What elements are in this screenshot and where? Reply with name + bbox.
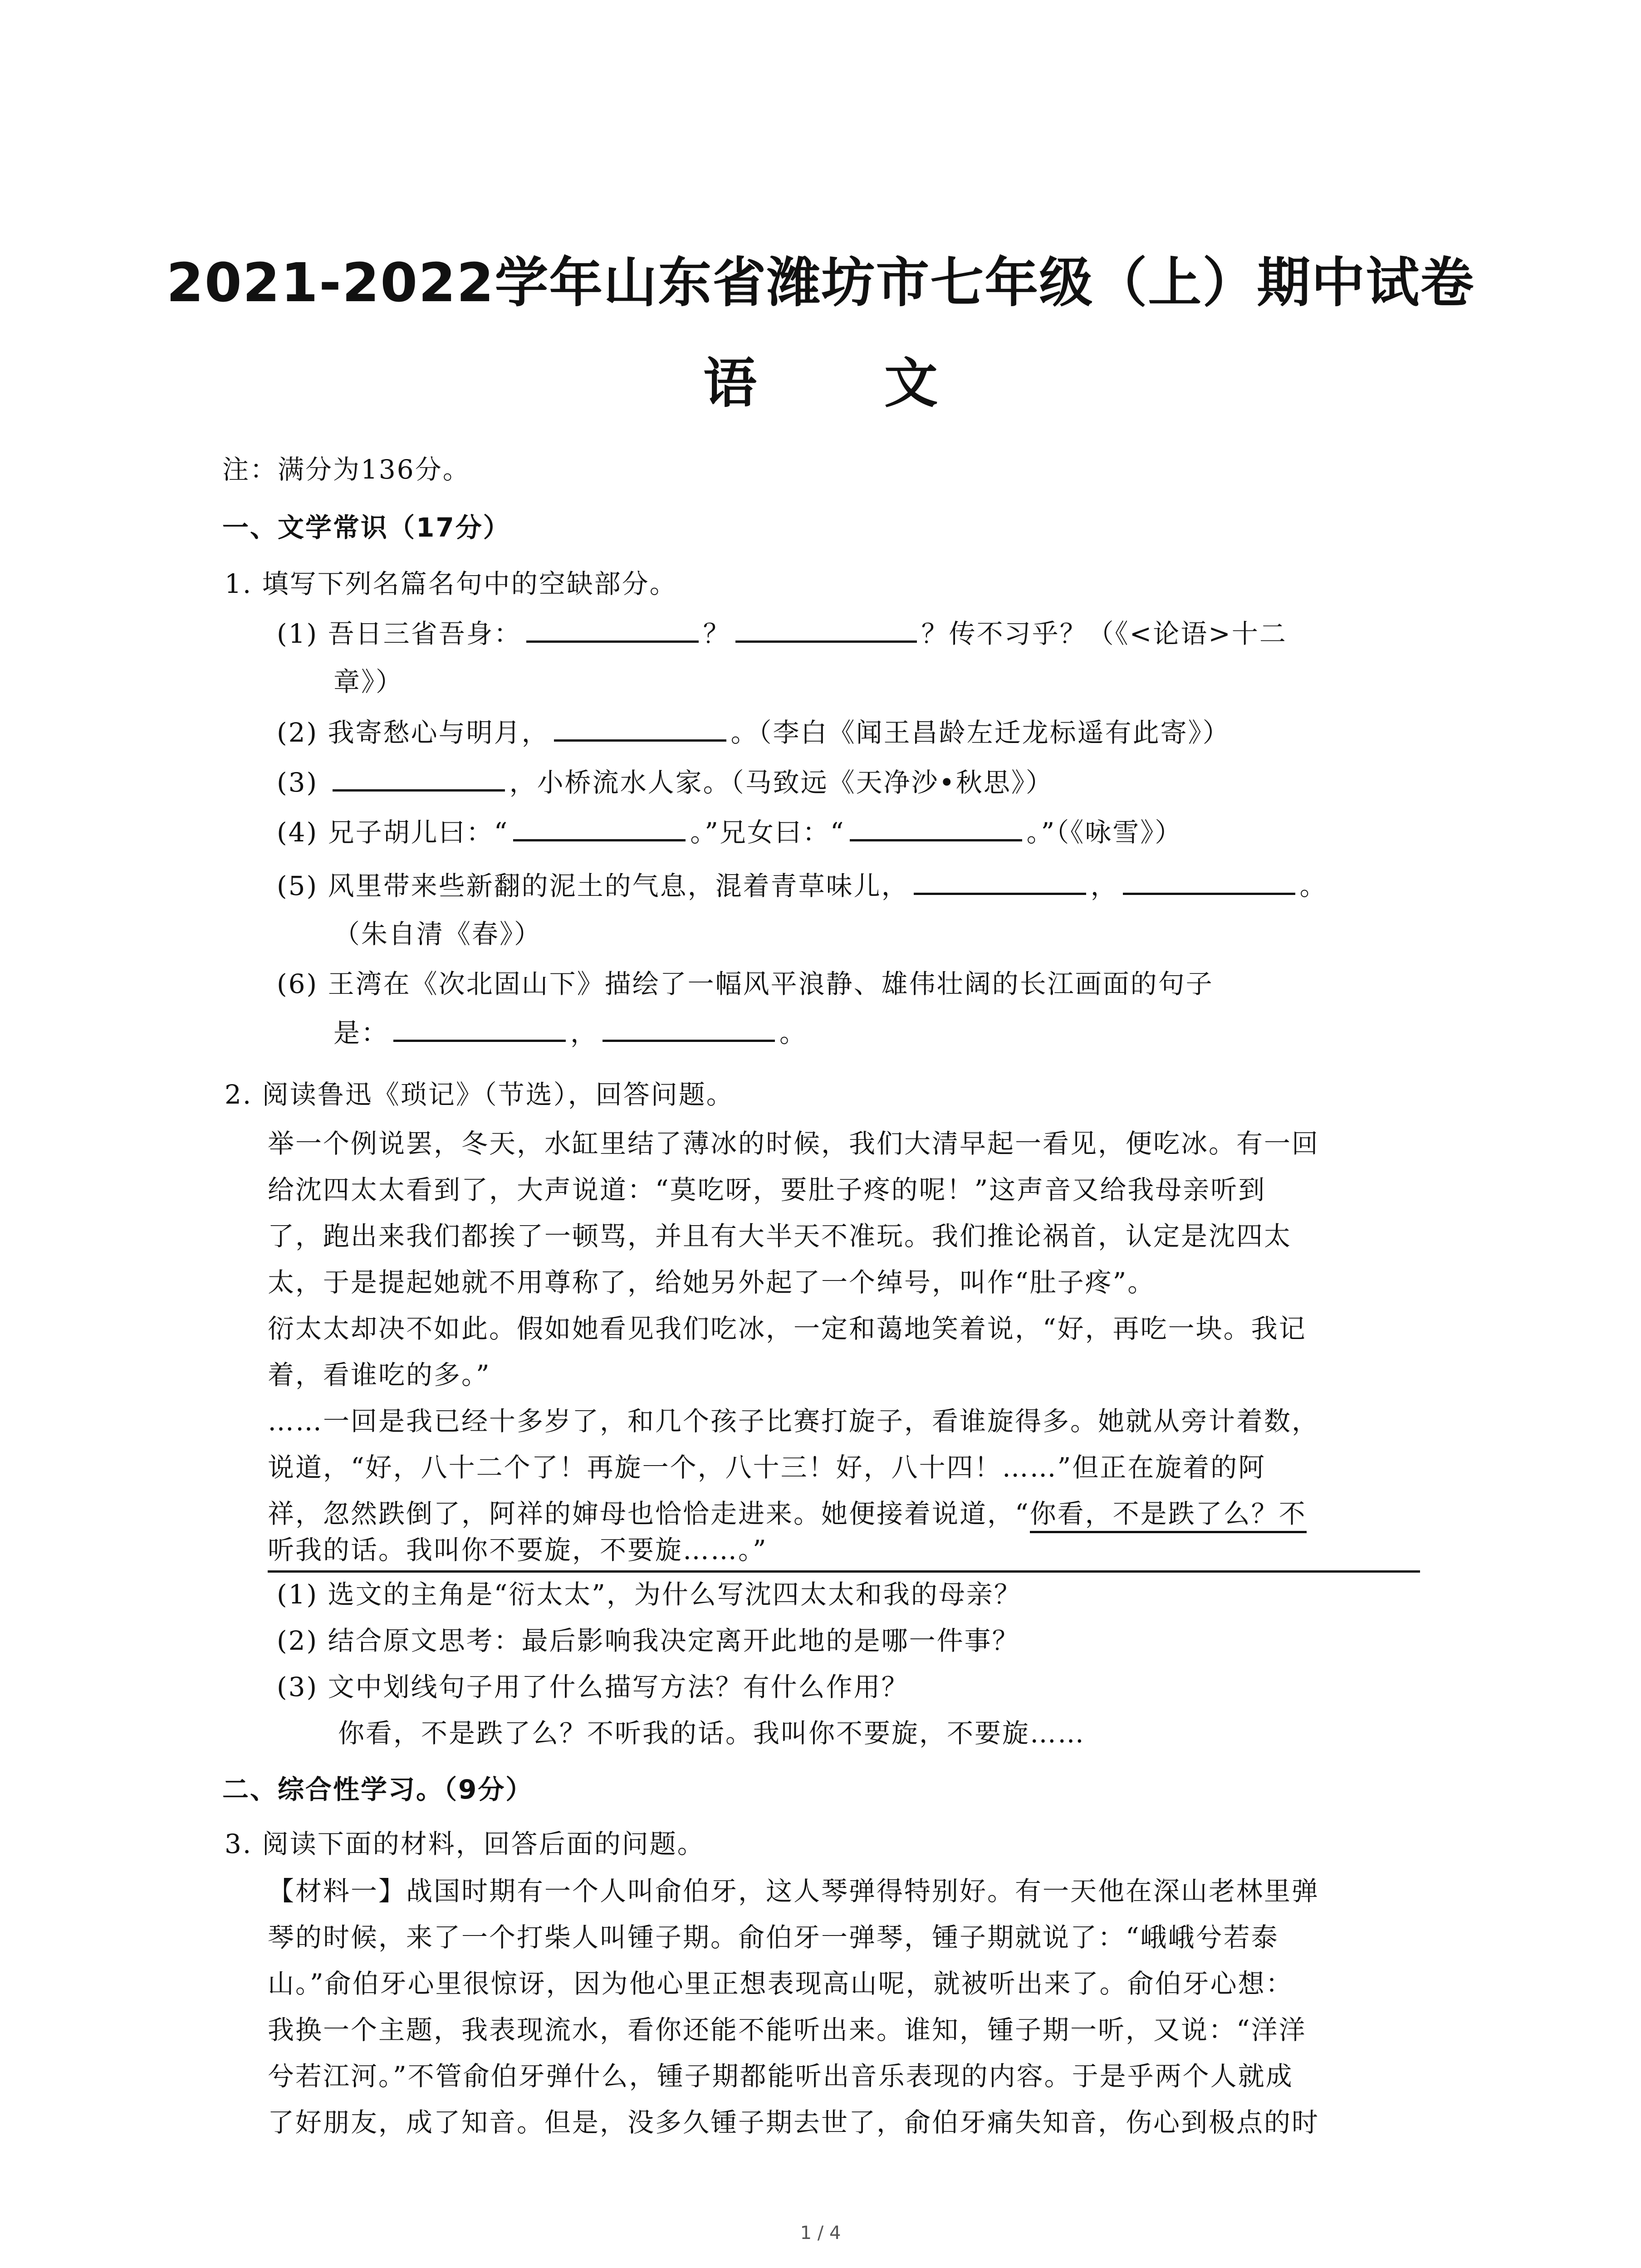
item-text: 王湾在《次北固山下》描绘了一幅风平浪静、雄伟壮阔的长江画面的句子 xyxy=(328,968,1214,999)
item-text: ， xyxy=(570,1017,598,1048)
answer-blank[interactable] xyxy=(526,615,699,643)
answer-blank[interactable] xyxy=(333,764,505,792)
passage-line: 举一个例说罢，冬天，水缸里结了薄冰的时候，我们大清早起一看见，便吃冰。有一回 xyxy=(268,1128,1320,1159)
item-text: 。”兄女曰：“ xyxy=(690,817,845,848)
passage-text: 祥，忽然跌倒了，阿祥的婶母也恰恰走进来。她便接着说道，“ xyxy=(268,1498,1030,1529)
item-number: (6) xyxy=(277,968,318,999)
q1-item-1-cont: 章》） xyxy=(333,666,404,697)
question-3-stem: 3. 阅读下面的材料，回答后面的问题。 xyxy=(225,1828,705,1859)
section-heading-1: 一、文学常识（17分） xyxy=(222,512,511,543)
passage-line: 了，跑出来我们都挨了一顿骂，并且有大半天不准玩。我们推论祸首，认定是沈四太 xyxy=(268,1221,1292,1251)
material-line: 山。”俞伯牙心里很惊讶，因为他心里正想表现高山呢，就被听出来了。俞伯牙心想： xyxy=(268,1968,1293,1999)
item-text: ， xyxy=(1090,870,1118,901)
q2-quoted-sentence: 你看，不是跌了么？不听我的话。我叫你不要旋，不要旋…… xyxy=(338,1718,1086,1749)
answer-blank[interactable] xyxy=(850,814,1022,841)
q2-subquestion-1: (1) 选文的主角是“衍太太”，为什么写沈四太太和我的母亲？ xyxy=(277,1579,1022,1610)
q2-subquestion-2: (2) 结合原文思考：最后影响我决定离开此地的是哪一件事？ xyxy=(277,1625,1020,1656)
passage-line xyxy=(268,1493,1307,1534)
item-text: 。 xyxy=(1299,870,1327,901)
passage-line: 太，于是提起她就不用尊称了，给她另外起了一个绰号，叫作“肚子疼”。 xyxy=(268,1267,1156,1298)
material-line: 兮若江河。”不管俞伯牙弹什么，锺子期都能听出音乐表现的内容。于是乎两个人就成 xyxy=(268,2061,1293,2092)
q1-item-5 xyxy=(277,865,1327,906)
passage-line: ……一回是我已经十多岁了，和几个孩子比赛打旋子，看谁旋得多。她就从旁计着数， xyxy=(268,1406,1320,1437)
material-line: 【材料一】战国时期有一个人叫俞伯牙，这人琴弹得特别好。有一天他在深山老林里弹 xyxy=(268,1876,1320,1906)
answer-blank[interactable] xyxy=(735,615,917,643)
answer-blank[interactable] xyxy=(914,867,1086,895)
q2-subquestion-3: (3) 文中划线句子用了什么描写方法？有什么作用？ xyxy=(277,1672,909,1702)
item-number: (3) xyxy=(277,767,318,798)
answer-blank[interactable] xyxy=(513,814,686,841)
q1-item-5-cont: （朱自清《春》） xyxy=(333,919,542,949)
item-text: 吾日三省吾身： xyxy=(328,618,522,649)
passage-line: 说道，“好，八十二个了！再旋一个，八十三！好，八十四！……”但正在旋着的阿 xyxy=(268,1452,1266,1483)
q1-item-2 xyxy=(277,712,1230,753)
item-text: 。”（《咏雪》） xyxy=(1026,817,1183,848)
item-text: 风里带来些新翻的泥土的气息，混着青草味儿， xyxy=(328,870,909,901)
material-line: 了好朋友，成了知音。但是，没多久锺子期去世了，俞伯牙痛失知音，伤心到极点的时 xyxy=(268,2107,1320,2138)
exam-title: 2021-2022学年山东省潍坊市七年级（上）期中试卷 xyxy=(166,251,1475,314)
item-text: ？传不习乎？（《<论语>十二 xyxy=(921,618,1287,649)
item-text: 。 xyxy=(779,1017,808,1048)
answer-blank[interactable] xyxy=(603,1014,775,1042)
answer-blank[interactable] xyxy=(1123,867,1295,895)
page-number: 1 / 4 xyxy=(800,2223,841,2244)
question-1-stem: 1. 填写下列名篇名句中的空缺部分。 xyxy=(225,568,677,599)
subject-title: 语 文 xyxy=(703,352,993,415)
q1-item-1 xyxy=(277,613,1287,654)
passage-line: 衍太太却决不如此。假如她看见我们吃冰，一定和蔼地笑着说，“好，再吃一块。我记 xyxy=(268,1313,1307,1344)
item-text: ，小桥流水人家。（马致远《天净沙•秋思》） xyxy=(509,767,1053,798)
answer-blank[interactable] xyxy=(393,1014,566,1042)
passage-line-underlined: 听我的话。我叫你不要旋，不要旋……。” xyxy=(268,1535,768,1565)
question-2-stem: 2. 阅读鲁迅《琐记》（节选），回答问题。 xyxy=(225,1079,734,1110)
material-line: 我换一个主题，我表现流水，看你还能不能听出来。谁知，锺子期一听，又说：“洋洋 xyxy=(268,2014,1307,2045)
q1-item-6-cont xyxy=(333,1012,807,1053)
material-line: 琴的时候，来了一个打柴人叫锺子期。俞伯牙一弹琴，锺子期就说了：“峨峨兮若泰 xyxy=(268,1922,1279,1953)
item-number: (1) xyxy=(277,618,318,649)
underline-rule xyxy=(268,1570,1420,1573)
answer-blank[interactable] xyxy=(554,714,726,742)
q1-item-3 xyxy=(277,762,1053,803)
q1-item-6 xyxy=(277,963,1214,1004)
item-number: (2) xyxy=(277,717,318,748)
item-number: (4) xyxy=(277,817,318,848)
score-note: 注：满分为136分。 xyxy=(222,454,470,485)
passage-line: 着，看谁吃的多。” xyxy=(268,1359,491,1390)
item-text: ？ xyxy=(703,618,731,649)
q1-item-4 xyxy=(277,812,1182,853)
item-text: 我寄愁心与明月， xyxy=(328,717,549,748)
passage-line: 给沈四太太看到了，大声说道：“莫吃呀，要肚子疼的呢！”这声音又给我母亲听到 xyxy=(268,1174,1266,1205)
item-text: 兄子胡儿曰：“ xyxy=(328,817,509,848)
item-text: 是： xyxy=(333,1017,389,1048)
item-number: (5) xyxy=(277,870,318,901)
section-heading-2: 二、综合性学习。（9分） xyxy=(222,1774,534,1805)
underlined-sentence: 你看，不是跌了么？不 xyxy=(1030,1498,1307,1533)
item-text: 。（李白《闻王昌龄左迁龙标遥有此寄》） xyxy=(730,717,1230,748)
